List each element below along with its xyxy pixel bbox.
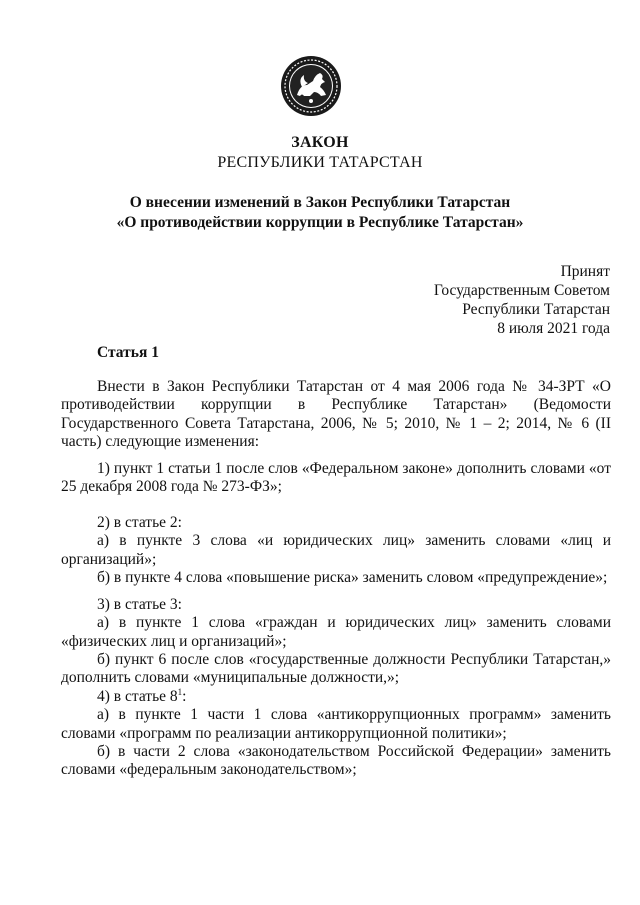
heading-line-1: О внесении изменений в Закон Республики Татарстан: [129, 194, 511, 211]
item-2: [61, 514, 611, 587]
tatarstan-coat-of-arms-icon: [280, 55, 342, 117]
item-3: [61, 596, 611, 687]
item-2-a: а) в пункте 3 слова «и юридических лиц» заменить словами «лиц и организаций»;: [61, 532, 611, 568]
item-3-a: а) в пункте 1 слова «граждан и юридических лиц» заменить словами «физических лиц и организаций»;: [61, 614, 611, 650]
law-title: ЗАКОН: [291, 134, 349, 151]
article-title: Статья 1: [97, 344, 159, 361]
item-4-a: а) в пункте 1 части 1 слова «антикоррупционных программ» заменить словами «программ по реализации антикоррупционной политики»;: [61, 706, 611, 742]
adoption-line-3: Республики Татарстан: [462, 301, 610, 318]
adoption-info: [434, 262, 610, 338]
law-heading: [0, 193, 640, 233]
republic-name: РЕСПУБЛИКИ ТАТАРСТАН: [217, 154, 423, 171]
article-intro: [61, 378, 611, 451]
item-4: [61, 688, 611, 779]
adoption-date: 8 июля 2021 года: [497, 320, 610, 337]
intro-paragraph: Внести в Закон Республики Татарстан от 4 мая 2006 года № 34-ЗРТ «О противодействии коррупции в Республике Татарстан» (Ведомости Государственного Совета Татарстана, 2006, № 5; 2010, № 1 – 2; 2014, № 6 (II часть) следующие изменения:: [61, 378, 611, 450]
item-4-heading: [61, 688, 611, 706]
item-4-colon: :: [182, 688, 187, 705]
item-4-b: б) в части 2 слова «законодательством Российской Федерации» заменить словами «федеральным законодательством»;: [61, 742, 611, 779]
item-1-text: 1) пункт 1 статьи 1 после слов «Федеральном законе» дополнить словами «от 25 декабря 2008 года № 273-ФЗ»;: [61, 460, 611, 496]
item-2-heading: 2) в статье 2:: [97, 514, 182, 531]
adoption-line-1: Принят: [560, 263, 610, 280]
heading-line-2: «О противодействии коррупции в Республике Татарстан»: [116, 214, 524, 231]
item-1: [61, 460, 611, 497]
adoption-line-2: Государственным Советом: [433, 282, 610, 299]
item-3-b: б) пункт 6 после слов «государственные должности Республики Татарстан,» дополнить словами «муниципальные должности,»;: [61, 650, 611, 687]
item-2-b: б) в пункте 4 слова «повышение риска» заменить словом «предупреждение»;: [97, 568, 608, 586]
law-title-block: [0, 133, 640, 173]
item-4-heading-text: 4) в статье 8: [97, 688, 178, 705]
item-4-superscript: 1: [177, 686, 183, 697]
item-3-heading: 3) в статье 3:: [97, 596, 182, 613]
